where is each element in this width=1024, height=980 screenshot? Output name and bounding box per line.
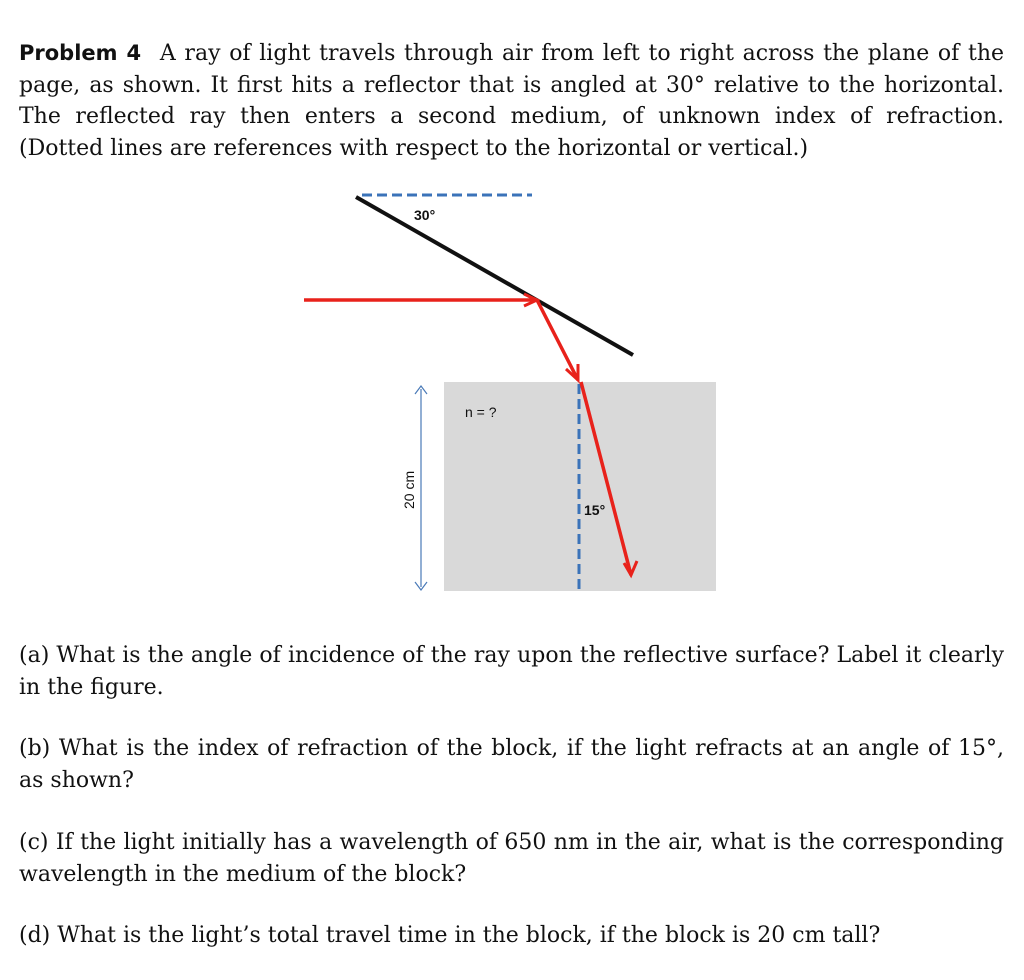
refraction-angle-label: 15° [584,502,606,518]
reflector-angle-label: 30° [414,207,436,223]
question-d: (d) What is the light’s total travel time in the block, if the block is 20 cm tall? [19,923,881,948]
optics-figure [0,180,1024,610]
block-height-label: 20 cm [401,470,417,509]
question-c: (c) If the light initially has a wavelength of 650 nm in the air, what is the corresponding wavelength in the medium of the block? [19,830,1004,887]
problem-label: Problem 4 [19,41,142,65]
index-of-refraction-label: n = ? [465,404,497,420]
problem-statement [19,38,1004,164]
question-b: (b) What is the index of refraction of the block, if the light refracts at an angle of 15°, as shown? [19,736,1004,793]
reflector-surface [356,197,633,355]
question-a: (a) What is the angle of incidence of the ray upon the reflective surface? Label it clearly in the figure. [19,643,1004,700]
problem-text: A ray of light travels through air from left to right across the plane of the page, as shown. It first hits a reflector that is angled at 30° relative to the horizontal. The reflected ray then enters a second medium, of unknown index of refraction. (Dotted lines are references with respect to the horizontal or vertical.) [19,41,1005,161]
